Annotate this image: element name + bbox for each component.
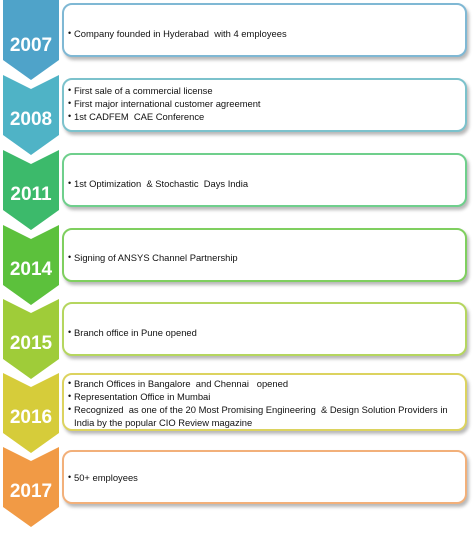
milestone-card	[62, 78, 467, 132]
milestone-list	[68, 84, 459, 123]
timeline-row-2016	[0, 373, 474, 453]
milestone-list	[68, 177, 459, 190]
timeline-row-2007	[0, 0, 474, 80]
milestone-card	[62, 373, 467, 431]
year-label: 2011	[10, 184, 52, 205]
milestone-item: • Signing of ANSYS Channel Partnership	[68, 251, 459, 264]
milestone-item: • 50+ employees	[68, 471, 459, 484]
year-label: 2015	[9, 333, 53, 354]
timeline-row-2014	[0, 225, 474, 305]
year-label: 2007	[9, 35, 53, 56]
milestone-item: • Company founded in Hyderabad with 4 employees	[68, 27, 459, 40]
milestone-item: • 1st CADFEM CAE Conference	[68, 110, 459, 123]
timeline-row-2008	[0, 75, 474, 155]
milestone-card	[62, 228, 467, 282]
milestone-item: • Branch Offices in Bangalore and Chennai opened	[68, 377, 459, 390]
milestone-item: • Recognized as one of the 20 Most Promising Engineering & Design Solution Providers in India by the popular CIO Review magazine	[68, 403, 459, 429]
timeline-row-2015	[0, 299, 474, 379]
year-label: 2016	[9, 407, 53, 428]
timeline-row-2011	[0, 150, 474, 230]
milestone-card	[62, 3, 467, 57]
milestone-list	[68, 377, 459, 429]
milestone-card	[62, 450, 467, 504]
milestone-list	[68, 251, 459, 264]
year-label: 2008	[9, 109, 53, 130]
milestone-item: • First major international customer agreement	[68, 97, 459, 110]
milestone-card	[62, 153, 467, 207]
year-label: 2014	[9, 259, 53, 280]
year-label: 2017	[9, 481, 53, 502]
milestone-item: • First sale of a commercial license	[68, 84, 459, 97]
timeline-row-2017	[0, 447, 474, 531]
milestone-card	[62, 302, 467, 356]
milestone-item: • Representation Office in Mumbai	[68, 390, 459, 403]
milestone-list	[68, 471, 459, 484]
milestone-item: • Branch office in Pune opened	[68, 326, 459, 339]
milestone-item: • 1st Optimization & Stochastic Days India	[68, 177, 459, 190]
milestone-list	[68, 27, 459, 40]
milestone-list	[68, 326, 459, 339]
